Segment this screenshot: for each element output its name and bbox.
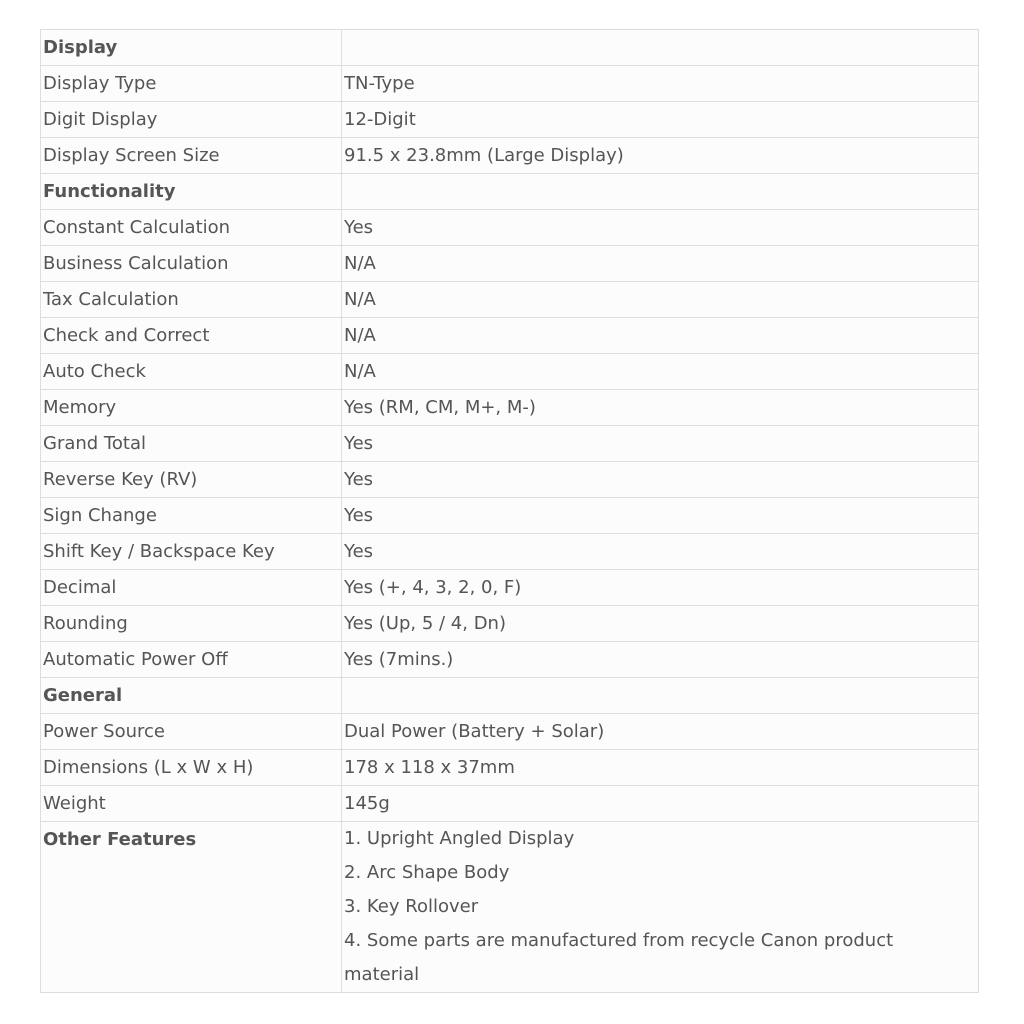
spec-row	[41, 750, 979, 786]
spec-row	[41, 102, 979, 138]
spec-row	[41, 390, 979, 426]
spec-row	[41, 210, 979, 246]
spec-row	[41, 498, 979, 534]
spec-value: 91.5 x 23.8mm (Large Display)	[342, 138, 979, 174]
spec-value: N/A	[342, 318, 979, 354]
spec-label: Shift Key / Backspace Key	[41, 534, 342, 570]
other-features-label: Other Features	[41, 822, 342, 993]
spec-value: Yes	[342, 210, 979, 246]
spec-value: N/A	[342, 354, 979, 390]
feature-item: 2. Arc Shape Body	[344, 862, 510, 883]
spec-label: Tax Calculation	[41, 282, 342, 318]
spec-row	[41, 714, 979, 750]
spec-row	[41, 282, 979, 318]
spec-label: Constant Calculation	[41, 210, 342, 246]
spec-label: Weight	[41, 786, 342, 822]
other-features-list	[342, 822, 979, 993]
spec-label: Power Source	[41, 714, 342, 750]
spec-value: Yes (+, 4, 3, 2, 0, F)	[342, 570, 979, 606]
spec-value: Yes (RM, CM, M+, M-)	[342, 390, 979, 426]
spec-label: Sign Change	[41, 498, 342, 534]
section-title: General	[41, 678, 342, 714]
spec-label: Check and Correct	[41, 318, 342, 354]
spec-value: Yes (Up, 5 / 4, Dn)	[342, 606, 979, 642]
spec-label: Auto Check	[41, 354, 342, 390]
spec-value	[342, 174, 979, 210]
spec-label: Automatic Power Off	[41, 642, 342, 678]
spec-label: Display Screen Size	[41, 138, 342, 174]
spec-value: Yes	[342, 462, 979, 498]
spec-value: Yes (7mins.)	[342, 642, 979, 678]
spec-row	[41, 642, 979, 678]
spec-label: Reverse Key (RV)	[41, 462, 342, 498]
spec-value	[342, 30, 979, 66]
feature-item: 1. Upright Angled Display	[344, 828, 575, 849]
spec-row	[41, 606, 979, 642]
other-features-row	[41, 822, 979, 993]
spec-label: Grand Total	[41, 426, 342, 462]
spec-value: N/A	[342, 246, 979, 282]
spec-row	[41, 354, 979, 390]
section-header-row	[41, 30, 979, 66]
feature-item: 3. Key Rollover	[344, 896, 479, 917]
spec-table	[40, 29, 979, 993]
spec-row	[41, 66, 979, 102]
spec-value: 178 x 118 x 37mm	[342, 750, 979, 786]
spec-label: Display Type	[41, 66, 342, 102]
spec-row	[41, 246, 979, 282]
spec-value	[342, 678, 979, 714]
spec-label: Memory	[41, 390, 342, 426]
spec-value: Dual Power (Battery + Solar)	[342, 714, 979, 750]
spec-row	[41, 534, 979, 570]
section-header-row	[41, 678, 979, 714]
section-title: Functionality	[41, 174, 342, 210]
spec-label: Digit Display	[41, 102, 342, 138]
spec-value: Yes	[342, 498, 979, 534]
spec-value: 145g	[342, 786, 979, 822]
spec-row	[41, 138, 979, 174]
spec-label: Decimal	[41, 570, 342, 606]
spec-row	[41, 426, 979, 462]
spec-row	[41, 318, 979, 354]
spec-label: Business Calculation	[41, 246, 342, 282]
spec-value: TN-Type	[342, 66, 979, 102]
section-title: Display	[41, 30, 342, 66]
spec-row	[41, 786, 979, 822]
section-header-row	[41, 174, 979, 210]
spec-value: N/A	[342, 282, 979, 318]
spec-row	[41, 462, 979, 498]
spec-value: Yes	[342, 426, 979, 462]
spec-value: Yes	[342, 534, 979, 570]
spec-table-body	[41, 30, 979, 993]
spec-label: Rounding	[41, 606, 342, 642]
spec-value: 12-Digit	[342, 102, 979, 138]
spec-label: Dimensions (L x W x H)	[41, 750, 342, 786]
feature-item: 4. Some parts are manufactured from recycle Canon product material	[344, 930, 894, 985]
spec-row	[41, 570, 979, 606]
